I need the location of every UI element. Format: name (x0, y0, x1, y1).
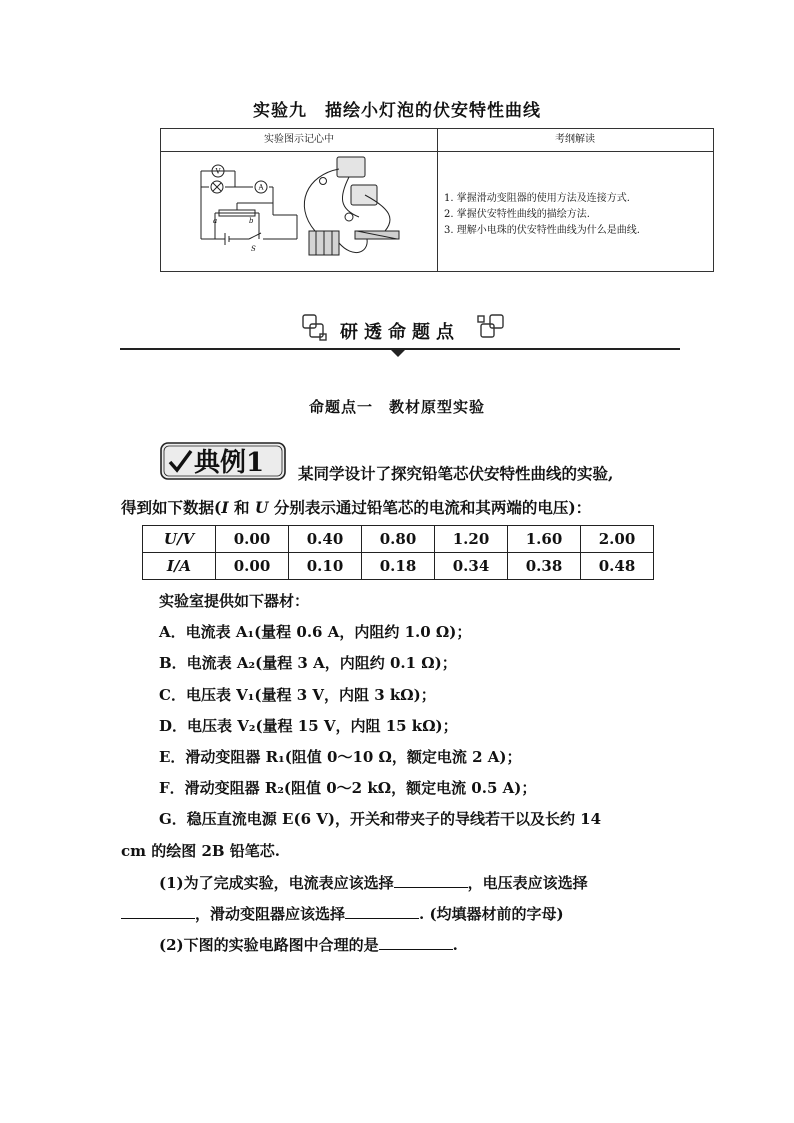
overview-points (444, 191, 640, 239)
equipment-item: B．电流表 A₂(量程 3 A，内阻约 0.1 Ω)； (159, 654, 457, 672)
table-cell: 0.48 (581, 553, 654, 580)
table-cell: 0.40 (289, 526, 362, 553)
data-table (142, 525, 654, 580)
ammeter-symbol: A (258, 183, 264, 192)
equipment-item: E．滑动变阻器 R₁(阻值 0～10 Ω，额定电流 2 A)； (159, 748, 522, 766)
table-row (143, 526, 654, 553)
table-cell: 2.00 (581, 526, 654, 553)
overview-point: 2. 掌握伏安特性曲线的描绘方法. (444, 209, 590, 220)
intro-line: 得到如下数据(I 和 U 分别表示通过铅笔芯的电流和其两端的电压)： (121, 498, 592, 517)
banner-label: 研透命题点 (340, 322, 460, 343)
table-cell: 1.60 (508, 526, 581, 553)
answer-blank[interactable] (121, 902, 195, 919)
table-row (143, 553, 654, 580)
badge-label: 典例1 (194, 448, 265, 478)
overview-left-header: 实验图示记心中 (161, 129, 438, 152)
answer-blank[interactable] (394, 871, 468, 888)
table-cell: 1.20 (435, 526, 508, 553)
equipment-item-continued: cm 的绘图 2B 铅笔芯. (121, 842, 281, 860)
question-2: (2)下图的实验电路图中合理的是 . (159, 933, 458, 955)
answer-blank[interactable] (345, 902, 419, 919)
section-banner (120, 308, 680, 358)
page-title: 实验九 描绘小灯泡的伏安特性曲线 (253, 101, 541, 121)
equipment-item: C．电压表 V₁(量程 3 V，内阻 3 kΩ)； (159, 686, 436, 704)
equipment-item: D．电压表 V₂(量程 15 V，内阻 15 kΩ)； (159, 717, 458, 735)
experiment-figure (189, 155, 409, 267)
overview-divider (437, 151, 438, 271)
answer-blank[interactable] (379, 933, 453, 950)
table-cell: 0.38 (508, 553, 581, 580)
table-row-header: U/V (143, 526, 216, 553)
table-cell: 0.00 (216, 526, 289, 553)
equipment-item: A．电流表 A₁(量程 0.6 A，内阻约 1.0 Ω)； (159, 623, 472, 641)
intro-line: 某同学设计了探究铅笔芯伏安特性曲线的实验, (298, 464, 614, 483)
overview-point: 1. 掌握滑动变阻器的使用方法及连接方式. (444, 193, 630, 204)
label-switch: S (251, 245, 256, 253)
table-cell: 0.34 (435, 553, 508, 580)
voltmeter-symbol: V (215, 167, 221, 176)
table-cell: 0.18 (362, 553, 435, 580)
table-cell: 0.00 (216, 553, 289, 580)
table-cell: 0.10 (289, 553, 362, 580)
equipment-item: G．稳压直流电源 E(6 V)，开关和带夹子的导线若干以及长约 14 (159, 810, 602, 828)
table-row-header: I/A (143, 553, 216, 580)
question-1: (1)为了完成实验，电流表应该选择 ，电压表应该选择 (159, 871, 588, 893)
banner-triangle (389, 348, 407, 357)
overview-point: 3. 理解小电珠的伏安特性曲线为什么是曲线. (444, 225, 640, 236)
label-a: a (213, 217, 218, 225)
table-cell: 0.80 (362, 526, 435, 553)
squares-icon (476, 312, 506, 342)
equipment-intro: 实验室提供如下器材： (159, 592, 310, 610)
label-b: b (249, 217, 254, 225)
question-1-continued: ，滑动变阻器应该选择 . (均填器材前的字母) (121, 902, 564, 924)
overview-right-header: 考纲解读 (437, 129, 713, 152)
example-badge (160, 442, 286, 480)
equipment-item: F．滑动变阻器 R₂(阻值 0～2 kΩ，额定电流 0.5 A)； (159, 779, 537, 797)
section-subtitle: 命题点一 教材原型实验 (308, 398, 485, 416)
overview-table (160, 128, 714, 272)
